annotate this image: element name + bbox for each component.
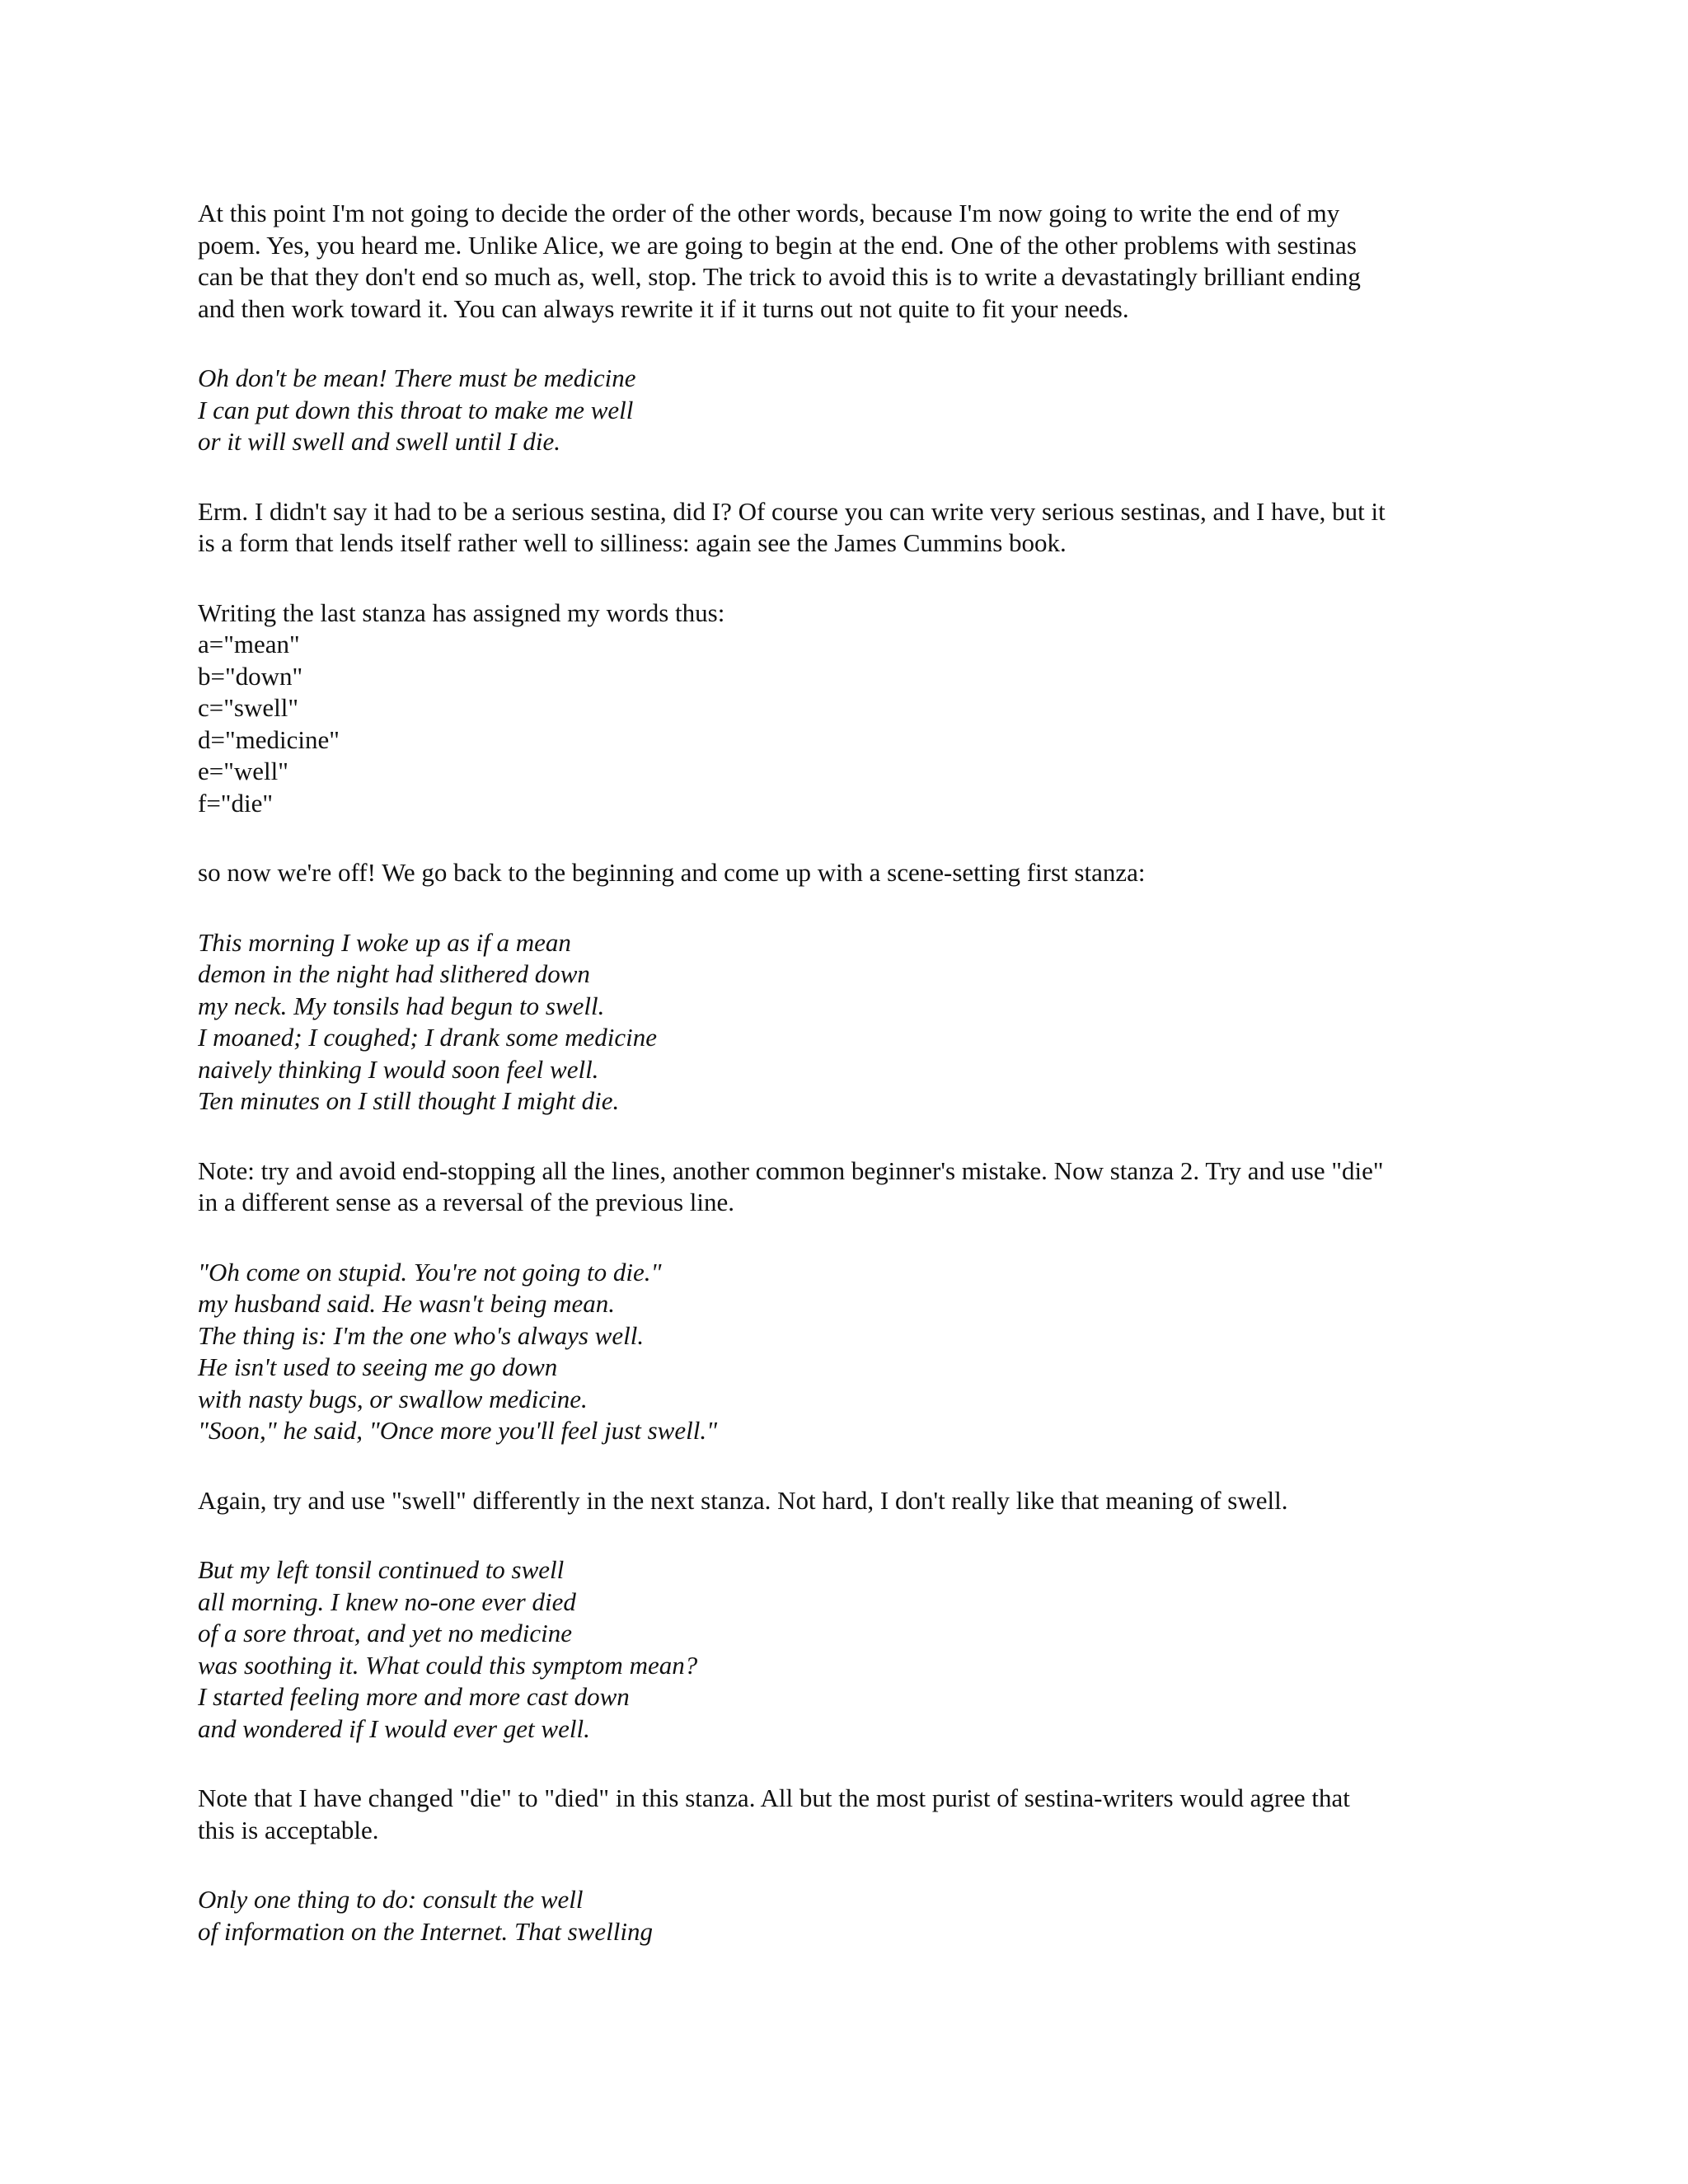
poem-line: Oh don't be mean! There must be medicine bbox=[198, 363, 636, 392]
poem-line: Only one thing to do: consult the well bbox=[198, 1885, 584, 1914]
poem-line: all morning. I knew no-one ever died bbox=[198, 1586, 576, 1616]
word-assignment: d="medicine" bbox=[198, 724, 340, 754]
text-line: Erm. I didn't say it had to be a serious sestina, did I? Of course you can write very serious sestinas, and I have, but it bbox=[198, 496, 1386, 526]
text-line: and then work toward it. You can always rewrite it if it turns out not quite to fit your needs. bbox=[198, 293, 1129, 323]
poem-line: Ten minutes on I still thought I might die. bbox=[198, 1086, 620, 1115]
poem-line: I started feeling more and more cast down bbox=[198, 1682, 630, 1711]
poem-line: "Soon," he said, "Once more you'll feel just swell." bbox=[198, 1416, 718, 1445]
text-line: Again, try and use "swell" differently in the next stanza. Not hard, I don't really like that meaning of swell. bbox=[198, 1485, 1288, 1515]
paragraph-serious-sestina bbox=[198, 496, 1500, 560]
word-assignment: a="mean" bbox=[198, 630, 300, 658]
poem-line: The thing is: I'm the one who's always well. bbox=[198, 1320, 645, 1350]
text-line: Writing the last stanza has assigned my words thus: bbox=[198, 598, 725, 627]
poem-line: with nasty bugs, or swallow medicine. bbox=[198, 1384, 588, 1413]
poem-stanza-1 bbox=[198, 927, 1500, 1118]
poem-line: or it will swell and swell until I die. bbox=[198, 427, 561, 456]
paragraph-swell-differently bbox=[198, 1485, 1500, 1517]
text-line: so now we're off! We go back to the beginning and come up with a scene-setting first stanza: bbox=[198, 858, 1146, 887]
text-line: Note: try and avoid end-stopping all the lines, another common beginner's mistake. Now stanza 2. Try and use "die" bbox=[198, 1155, 1384, 1185]
text-line: can be that they don't end so much as, well, stop. The trick to avoid this is to write a devastatingly brilliant ending bbox=[198, 262, 1361, 291]
poem-line: He isn't used to seeing me go down bbox=[198, 1352, 558, 1381]
word-assignment-list bbox=[198, 598, 1500, 820]
word-assignment: e="well" bbox=[198, 757, 288, 785]
poem-final-stanza bbox=[198, 363, 1500, 458]
poem-line: I can put down this throat to make me well bbox=[198, 395, 634, 424]
word-assignment: b="down" bbox=[198, 661, 303, 691]
poem-line: of a sore throat, and yet no medicine bbox=[198, 1619, 573, 1647]
word-assignment: c="swell" bbox=[198, 693, 298, 722]
text-line: poem. Yes, you heard me. Unlike Alice, we are going to begin at the end. One of the other problems with sestinas bbox=[198, 230, 1357, 260]
paragraph-now-off bbox=[198, 857, 1500, 889]
poem-stanza-4 bbox=[198, 1884, 1500, 1947]
poem-stanza-2 bbox=[198, 1257, 1500, 1447]
text-line: At this point I'm not going to decide the order of the other words, because I'm now going to write the end of my bbox=[198, 199, 1340, 227]
poem-line: of information on the Internet. That swelling bbox=[198, 1916, 653, 1946]
poem-line: demon in the night had slithered down bbox=[198, 959, 590, 988]
poem-line: But my left tonsil continued to swell bbox=[198, 1555, 565, 1584]
poem-line: my neck. My tonsils had begun to swell. bbox=[198, 991, 605, 1020]
text-line: this is acceptable. bbox=[198, 1815, 379, 1844]
text-line: Note that I have changed "die" to "died" in this stanza. All but the most purist of sestina-writers would agree that bbox=[198, 1783, 1350, 1812]
poem-line: and wondered if I would ever get well. bbox=[198, 1713, 590, 1743]
poem-line: "Oh come on stupid. You're not going to die." bbox=[198, 1257, 662, 1286]
poem-line: naively thinking I would soon feel well. bbox=[198, 1054, 599, 1084]
document-page bbox=[198, 198, 1500, 1985]
poem-line: was soothing it. What could this symptom mean? bbox=[198, 1650, 698, 1680]
poem-line: my husband said. He wasn't being mean. bbox=[198, 1289, 616, 1318]
paragraph-note-end-stopping bbox=[198, 1155, 1500, 1219]
poem-line: I moaned; I coughed; I drank some medicine bbox=[198, 1023, 657, 1052]
word-assignment: f="die" bbox=[198, 788, 273, 818]
text-line: is a form that lends itself rather well to silliness: again see the James Cummins book. bbox=[198, 528, 1067, 557]
text-line: in a different sense as a reversal of the previous line. bbox=[198, 1188, 735, 1216]
paragraph-intro bbox=[198, 198, 1500, 325]
poem-stanza-3 bbox=[198, 1554, 1500, 1745]
poem-line: This morning I woke up as if a mean bbox=[198, 927, 571, 957]
paragraph-die-died-note bbox=[198, 1783, 1500, 1846]
